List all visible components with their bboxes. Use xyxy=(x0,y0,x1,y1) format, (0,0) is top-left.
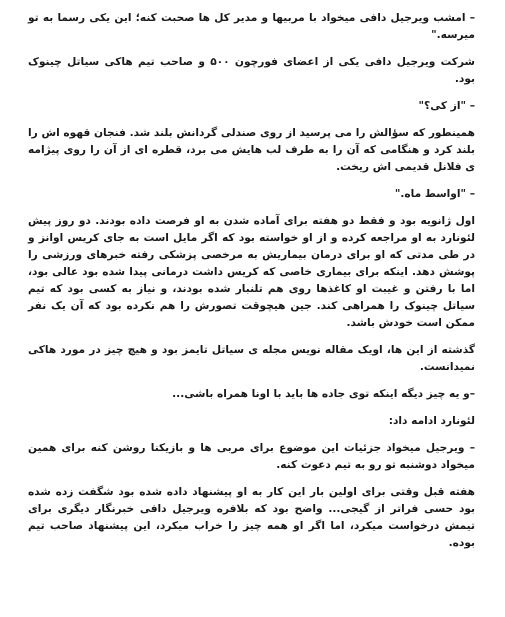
paragraph-6: اول ژانویه بود و فقط دو هفته برای آماده شدن به او فرصت داده بودند. دو روز پیش لئونارد به او مراجعه کرده و از او خواسته بود که اگر مایل است به جای کریس اوانز و در طی مدتی که او برای درمان بیماریش به مرخصی پزشکی رفته خبرهای ورزشی را پوشش دهد. اینکه برای بیماری خاصی که کریس داشت درمانی پیدا شده بود عالی بود، اما با رفتن و غیبت او کاغذها روی هم تلنبار شده بودند، و نیاز به کسی بود که تیم سیاتل چینوک را همراهی کند. جین هیچوقت تصورش را هم نکرده بود که آن یک نفر ممکن است خودش باشد. xyxy=(28,215,475,329)
paragraph-7: گذشته از این ها، اویک مقاله نویس مجله ی سیاتل تایمز بود و هیچ چیز در مورد هاکی نمیدانست. xyxy=(28,344,475,373)
paragraph-11: هفته قبل وقتی برای اولین بار این کار به او پیشنهاد داده شده بود شگفت زده شده بود حسی فراتر از گیجی... واضح بود که بلافره ویرجیل دافی خبرنگار دیگری برای تیمش درخواست میکرد، اما اگر او همه چیز را خراب میکرد، این پیشنهاد صاحب تیم بوده. xyxy=(28,486,475,549)
paragraph-9: لئونارد ادامه داد: xyxy=(388,415,475,427)
paragraph-1: – امشب ویرجیل دافی میخواد با مربیها و مدیر کل ها صحبت کنه؛ این یکی رسما به تو میرسه." xyxy=(28,12,475,41)
paragraph-5: – "اواسط ماه." xyxy=(394,188,475,200)
paragraph-4: همینطور که سؤالش را می پرسید از روی صندلی گردانش بلند شد. فنجان قهوه اش را بلند کرد و هنگامی که آن را به طرف لب هایش می برد، قطره ای از آن را روی پیژامه ی فلانل قدیمی اش ریخت. xyxy=(28,127,475,173)
paragraph-8: –و یه چیز دیگه اینکه توی جاده ها باید با اونا همراه باشی... xyxy=(172,388,475,400)
document-body xyxy=(28,10,475,562)
paragraph-3: – "از کی؟" xyxy=(418,100,475,112)
paragraph-2: شرکت ویرجیل دافی یکی از اعضای فورچون ۵۰۰ و صاحب تیم هاکی سیاتل چینوک بود. xyxy=(28,56,475,85)
paragraph-10: – ویرجیل میخواد جزئیات این موضوع برای مربی ها و بازیکنا روشن کنه برای همین میخواد دوشنبه تو رو به تیم دعوت کنه. xyxy=(28,442,475,471)
